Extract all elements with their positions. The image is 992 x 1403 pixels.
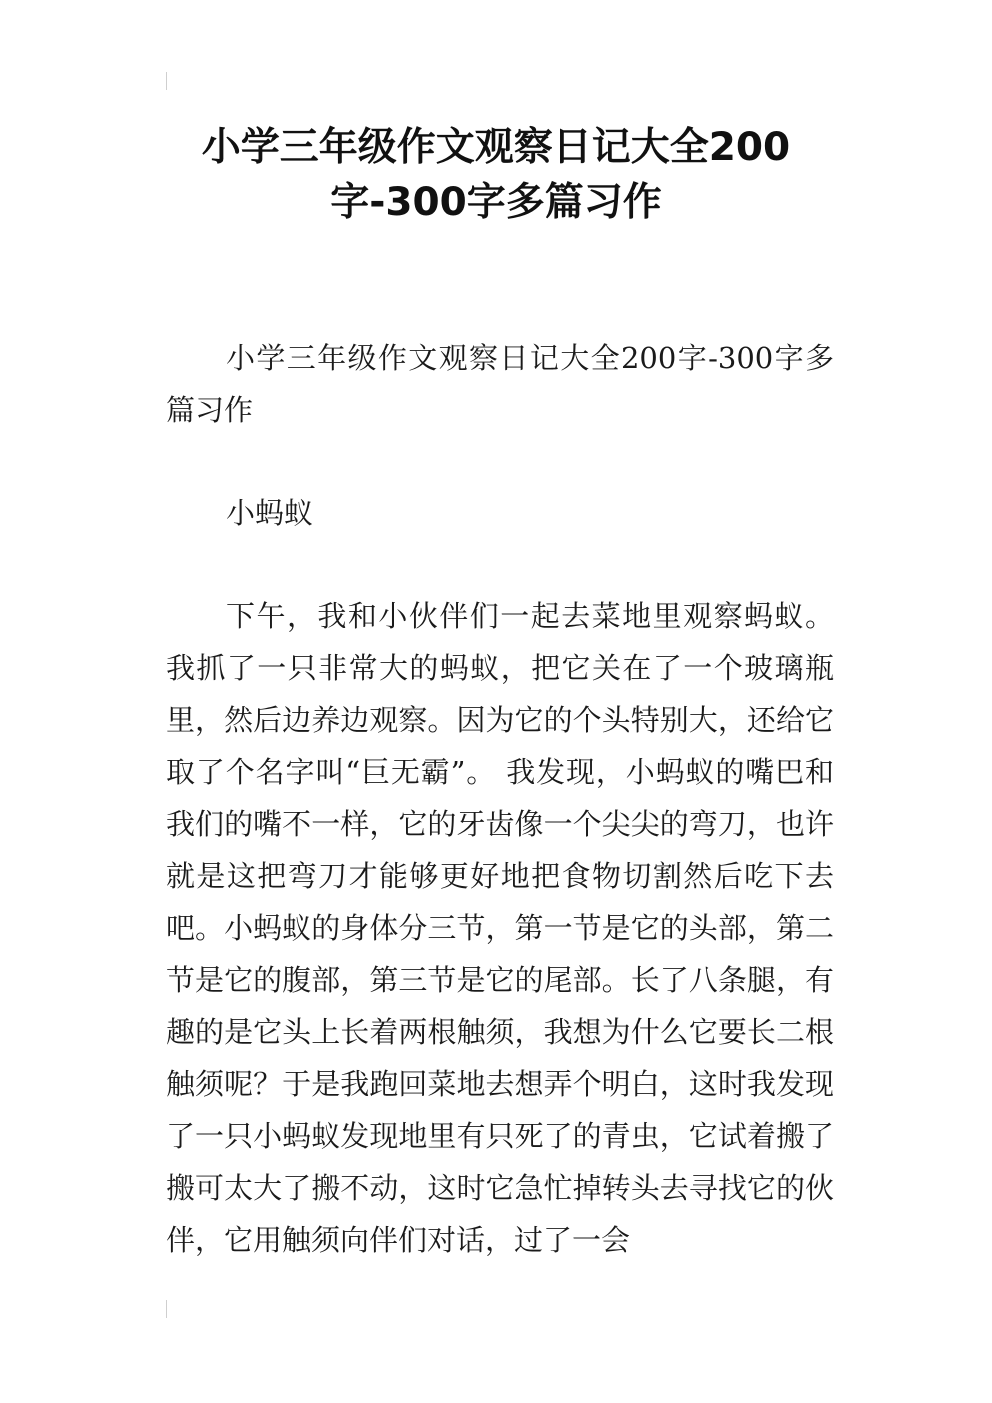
intro-paragraph: 小学三年级作文观察日记大全200字-300字多篇习作 xyxy=(166,341,834,427)
body-paragraph: 下午，我和小伙伴们一起去菜地里观察蚂蚁。我抓了一只非常大的蚂蚁，把它关在了一个玻璃瓶里，然后边养边观察。因为它的个头特别大，还给它取了个名字叫“巨无霸”。 我发现，小蚂蚁的嘴巴和我们的嘴不一样，它的牙齿像一个尖尖的弯刀，也许就是这把弯刀才能够更好地把食物切割然后吃下去吧。小蚂蚁的身体分三节，第一节是它的头部，第二节是它的腹部，第三节是它的尾部。长了八条腿，有趣的是它头上长着两根触须，我想为什么它要长二根触须呢？于是我跑回菜地去想弄个明白，这时我发现了一只小蚂蚁发现地里有只死了的青虫，它试着搬了搬可太大了搬不动，这时它急忙掉转头去寻找它的伙伴，它用触须向伴们对话，过了一会 xyxy=(166,599,834,1257)
page-corner-mark-top xyxy=(166,72,167,90)
section-heading: 小蚂蚁 xyxy=(226,496,314,530)
page-title: 小学三年级作文观察日记大全200字-300字多篇习作 xyxy=(201,125,791,225)
page-corner-mark-bottom xyxy=(166,1300,167,1318)
